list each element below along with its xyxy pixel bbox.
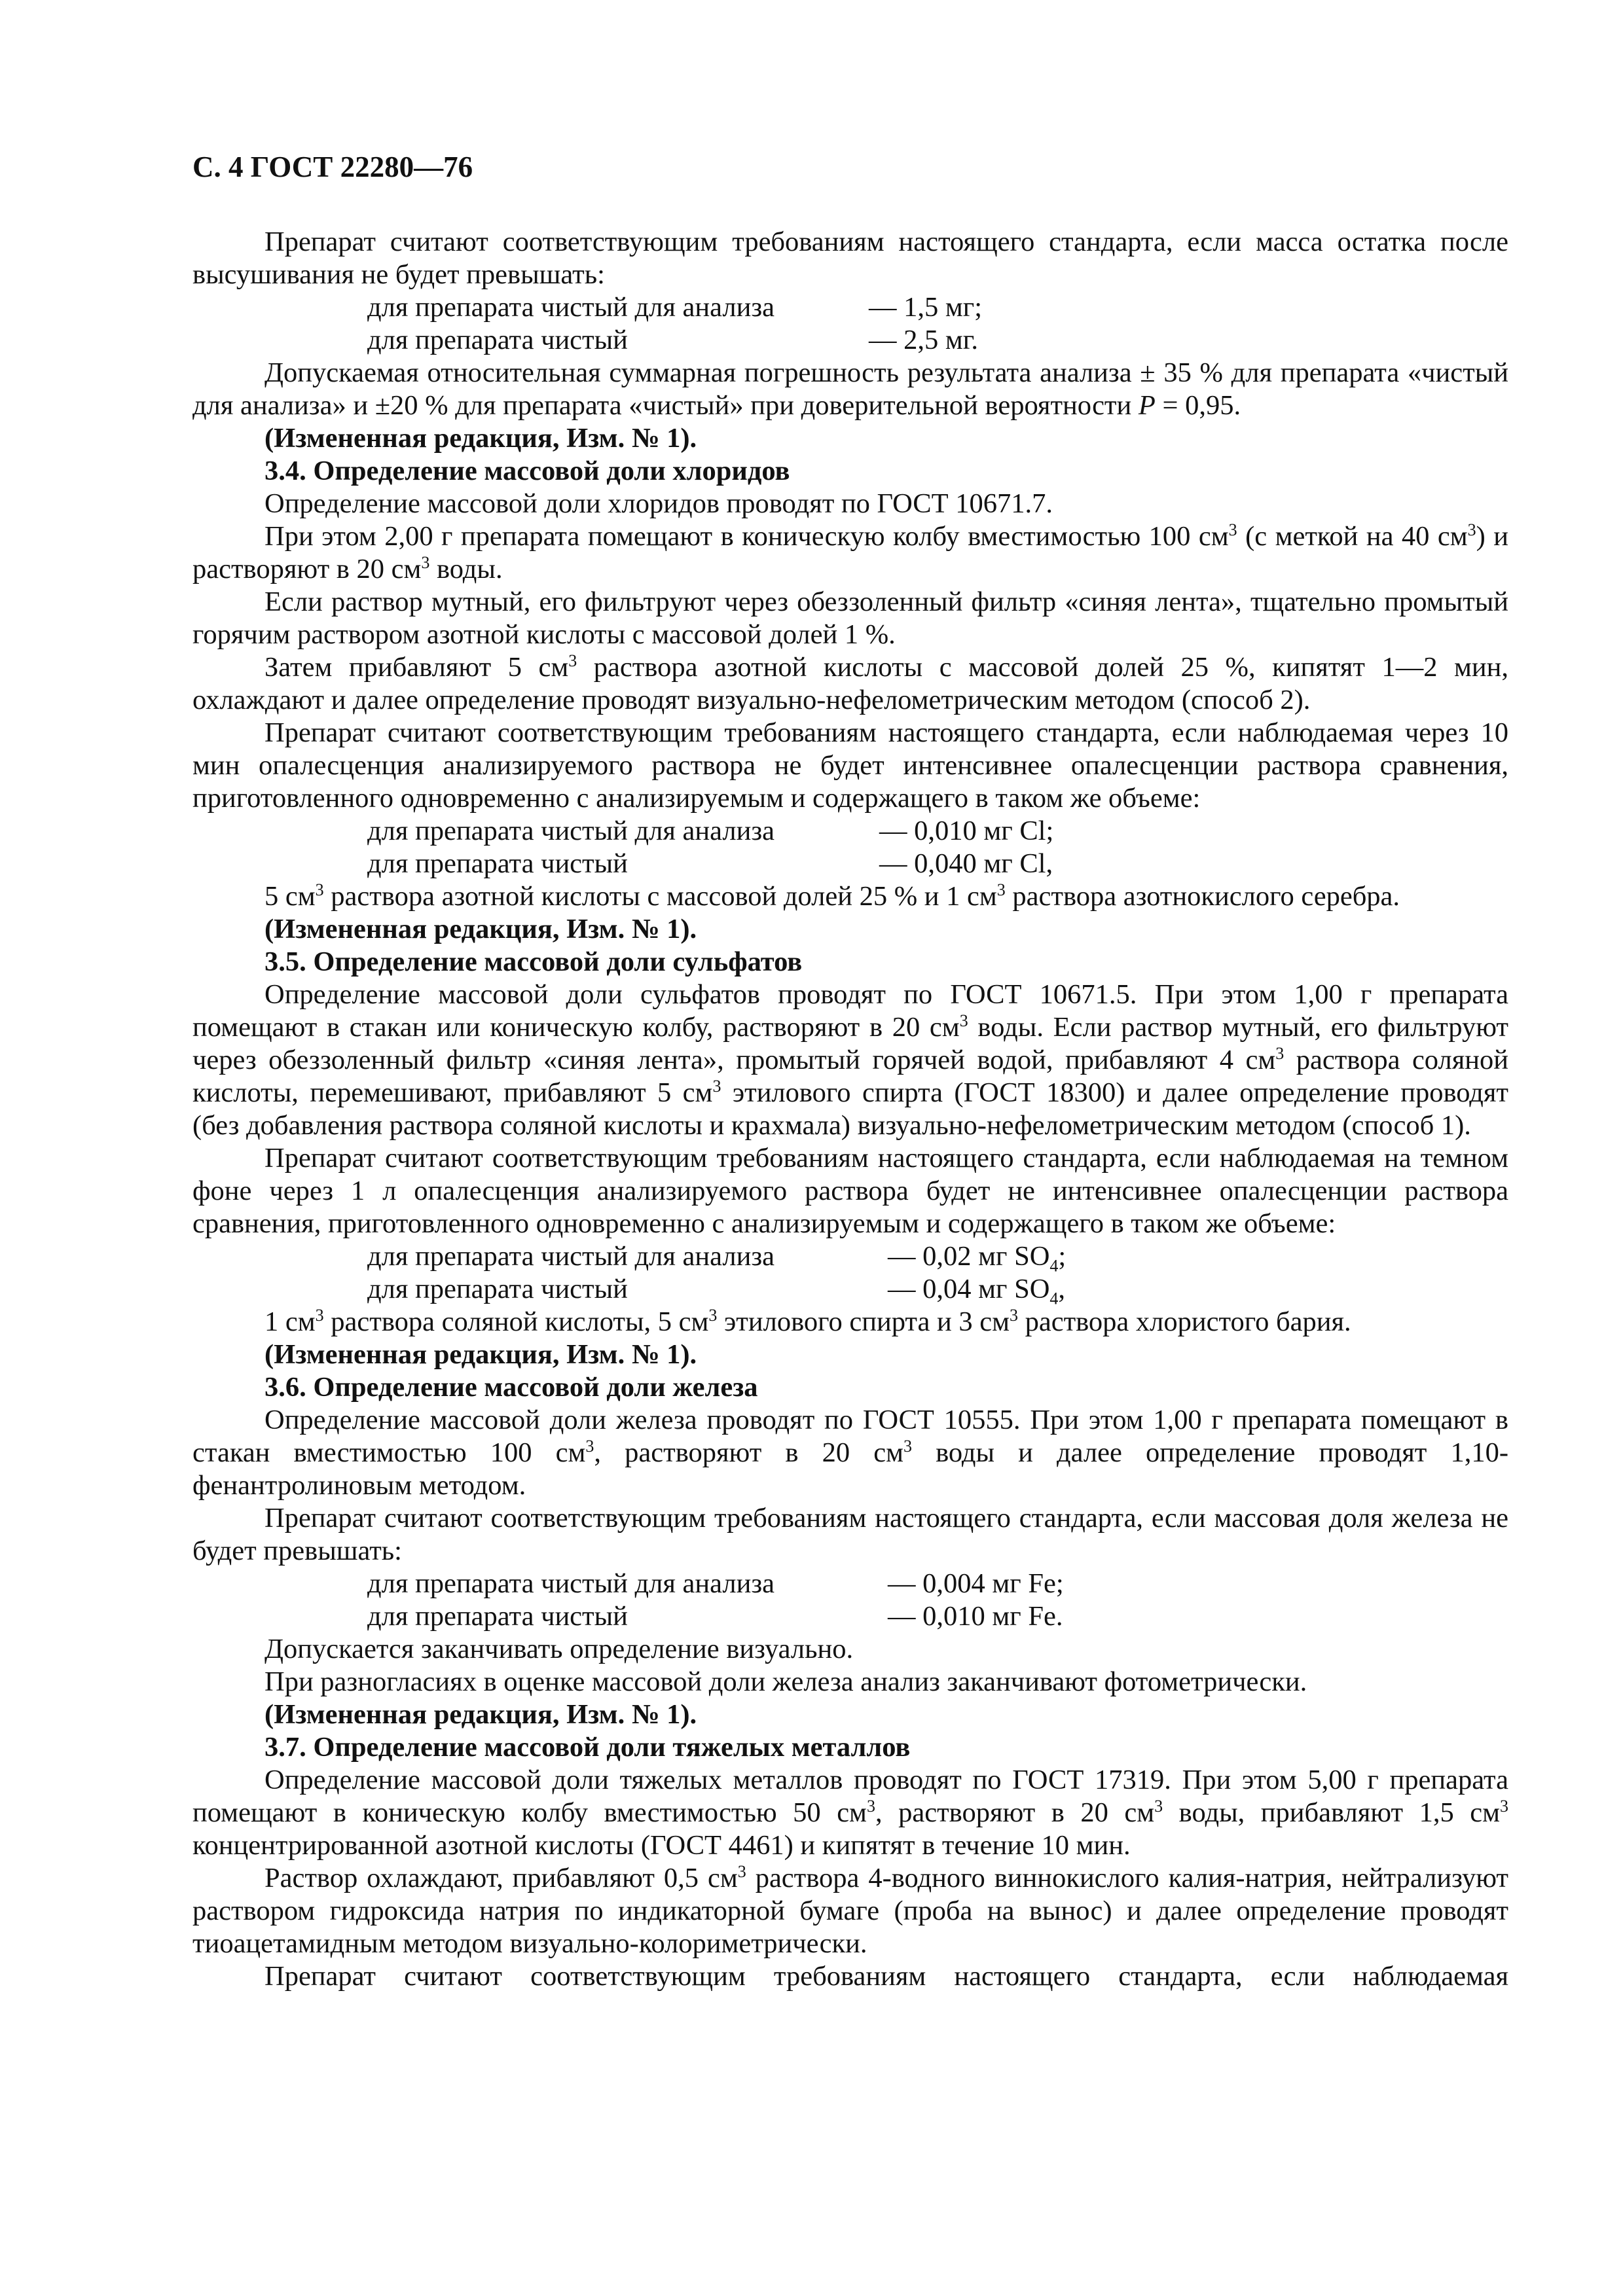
paragraph: При этом 2,00 г препарата помещают в коническую колбу вместимостью 100 $см^3$ (с меткой на 40 $см^3$) и растворяют в 20 $см^3$ воды.: [192, 520, 1508, 584]
limit-label: для препарата чистый для анализа: [367, 292, 775, 323]
limit-label: для препарата чистый: [367, 1274, 628, 1304]
paragraph: Определение массовой доли железа проводят по ГОСТ 10555. При этом 1,00 г препарата помещают в стакан вместимостью 100 $см^3$, растворяют в 20 $см^3$ воды и далее определение проводят 1,10-фенантролиновым методом.: [192, 1405, 1508, 1501]
limit-value: — 2,5 мг.: [869, 325, 979, 355]
limit-value: — 0,02 мг $SO_4$;: [888, 1241, 1067, 1276]
paragraph: Препарат считают соответствующим требованиям настоящего стандарта, если массовая доля железа не будет превышать:: [192, 1503, 1508, 1566]
limit-row: [192, 324, 1508, 357]
paragraph: 1 $см^3$ раствора соляной кислоты, 5 $см^3$ этилового спирта и 3 $см^3$ раствора хлористого бария.: [264, 1305, 1351, 1337]
limit-label: для препарата чистый для анализа: [367, 1568, 775, 1599]
document-page: [192, 147, 1508, 1993]
paragraph: Если раствор мутный, его фильтруют через обеззоленный фильтр «синяя лента», тщательно промытый горячим раствором азотной кислоты с массовой долей 1 %.: [192, 586, 1508, 650]
paragraph: Определение массовой доли хлоридов проводят по ГОСТ 10671.7.: [264, 488, 1053, 519]
limit-value: — 0,004 мг Fe;: [888, 1568, 1064, 1599]
section-heading: 3.6. Определение массовой доли железа: [264, 1372, 758, 1403]
edit-note: (Измененная редакция, Изм. № 1).: [264, 914, 697, 944]
paragraph: Определение массовой доли сульфатов проводят по ГОСТ 10671.5. При этом 1,00 г препарата помещают в стакан или коническую колбу, растворяют в 20 $см^3$ воды. Если раствор мутный, его фильтруют через обеззоленный фильтр «синяя лента», промытый горячей водой, прибавляют 4 $см^3$ раствора соляной кислоты, перемешивают, прибавляют 5 $см^3$ этилового спирта (ГОСТ 18300) и далее определение проводят (без добавления раствора соляной кислоты и крахмала) визуально-нефелометрическим методом (способ 1).: [192, 979, 1508, 1141]
paragraph: Препарат считают соответствующим требованиям настоящего стандарта, если наблюдаемая: [264, 1961, 1508, 1992]
paragraph: Допускаемая относительная суммарная погрешность результата анализа ± 35 % для препарата «чистый для анализа» и ±20 % для препарата «чистый» при доверительной вероятности P = 0,95.: [192, 357, 1508, 421]
limit-label: для препарата чистый для анализа: [367, 816, 775, 846]
edit-note: (Измененная редакция, Изм. № 1).: [264, 423, 697, 454]
limit-label: для препарата чистый: [367, 325, 628, 355]
edit-note: (Измененная редакция, Изм. № 1).: [264, 1699, 697, 1730]
paragraph: 5 $см^3$ раствора азотной кислоты с массовой долей 25 % и 1 $см^3$ раствора азотнокислого серебра.: [264, 880, 1400, 912]
paragraph: Препарат считают соответствующим требованиям настоящего стандарта, если наблюдаемая на темном фоне через 1 л опалесценция анализируемого раствора будет не интенсивнее опалесценции раствора сравнения, приготовленного одновременно с анализируемым и содержащего в таком же объеме:: [192, 1143, 1508, 1239]
limit-value: — 0,04 мг $SO_4$,: [888, 1274, 1066, 1308]
limit-row: [192, 815, 1508, 848]
paragraph: Затем прибавляют 5 $см^3$ раствора азотной кислоты с массовой долей 25 %, кипятят 1—2 мин, охлаждают и далее определение проводят визуально-нефелометрическим методом (способ 2).: [192, 651, 1508, 715]
limit-row: [192, 291, 1508, 324]
section-heading: 3.7. Определение массовой доли тяжелых металлов: [264, 1732, 911, 1763]
limit-row: [192, 1600, 1508, 1633]
paragraph: Определение массовой доли тяжелых металлов проводят по ГОСТ 17319. При этом 5,00 г препарата помещают в коническую колбу вместимостью 50 $см^3$, растворяют в 20 $см^3$ воды, прибавляют 1,5 $см^3$ концентрированной азотной кислоты (ГОСТ 4461) и кипятят в течение 10 мин.: [192, 1765, 1508, 1861]
paragraph: Раствор охлаждают, прибавляют 0,5 $см^3$ раствора 4-водного виннокислого калия-натрия, нейтрализуют раствором гидроксида натрия по индикаторной бумаге (проба на вынос) и далее определение проводят тиоацетамидным методом визуально-колориметрически.: [192, 1861, 1508, 1959]
edit-note: (Измененная редакция, Изм. № 1).: [264, 1339, 697, 1370]
limit-value: — 0,010 мг Fe.: [888, 1601, 1063, 1632]
limit-row: [192, 1240, 1508, 1276]
limit-label: для препарата чистый: [367, 1601, 628, 1632]
limit-row: [192, 1273, 1508, 1306]
limit-value: — 1,5 мг;: [869, 292, 983, 323]
section-heading: 3.5. Определение массовой доли сульфатов: [264, 946, 803, 977]
limit-value: — 0,040 мг Cl,: [879, 848, 1053, 879]
paragraph: Допускается заканчивать определение визуально.: [264, 1634, 854, 1664]
limit-label: для препарата чистый: [367, 848, 628, 879]
limit-value: — 0,010 мг Cl;: [879, 816, 1054, 846]
section-heading: 3.4. Определение массовой доли хлоридов: [264, 456, 790, 486]
limit-row: [192, 1568, 1508, 1600]
paragraph: Препарат считают соответствующим требованиям настоящего стандарта, если масса остатка после высушивания не будет превышать:: [192, 226, 1508, 290]
limit-row: [192, 848, 1508, 880]
paragraph: Препарат считают соответствующим требованиям настоящего стандарта, если наблюдаемая через 10 мин опалесценция анализируемого раствора не будет интенсивнее опалесценции раствора сравнения, приготовленного одновременно с анализируемым и содержащего в таком же объеме:: [192, 717, 1508, 814]
page-header: С. 4 ГОСТ 22280—76: [192, 151, 473, 183]
paragraph: При разногласиях в оценке массовой доли железа анализ заканчивают фотометрически.: [264, 1666, 1307, 1697]
limit-label: для препарата чистый для анализа: [367, 1241, 775, 1272]
